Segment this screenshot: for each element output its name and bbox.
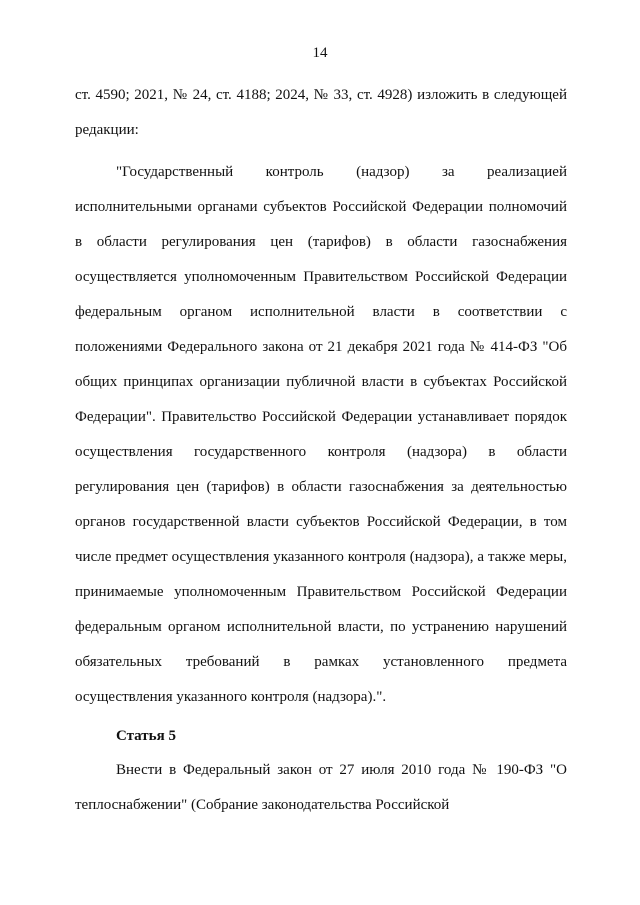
page-number: 14 — [312, 45, 328, 61]
paragraph-article-5: Внести в Федеральный закон от 27 июля 2010 года № 190-ФЗ "О теплоснабжении" (Собрание законодательства Российской — [75, 762, 567, 813]
paragraph-continuation: ст. 4590; 2021, № 24, ст. 4188; 2024, № 33, ст. 4928) изложить в следующей редакции: — [75, 87, 567, 138]
document-body — [75, 78, 567, 823]
paragraph-quoted-amendment: "Государственный контроль (надзор) за реализацией исполнительными органами субъектов Российской Федерации полномочий в области регулирования цен (тарифов) в области газоснабжения осуществляется уполномоченным Правительством Российской Федерации федеральным органом исполнительной власти в соответствии с положениями Федерального закона от 21 декабря 2021 года № 414-ФЗ "Об общих принципах организации публичной власти в субъектах Российской Федерации". Правительство Российской Федерации устанавливает порядок осуществления государственного контроля (надзора) в области регулирования цен (тарифов) в области газоснабжения за деятельностью органов государственной власти субъектов Российской Федерации, в том числе предмет осуществления указанного контроля (надзора), а также меры, принимаемые уполномоченным Правительством Российской Федерации федеральным органом исполнительной власти, по устранению нарушений обязательных требований в рамках установленного предмета осуществления указанного контроля (надзора).". — [75, 164, 567, 705]
article-heading: Статья 5 — [116, 728, 176, 744]
